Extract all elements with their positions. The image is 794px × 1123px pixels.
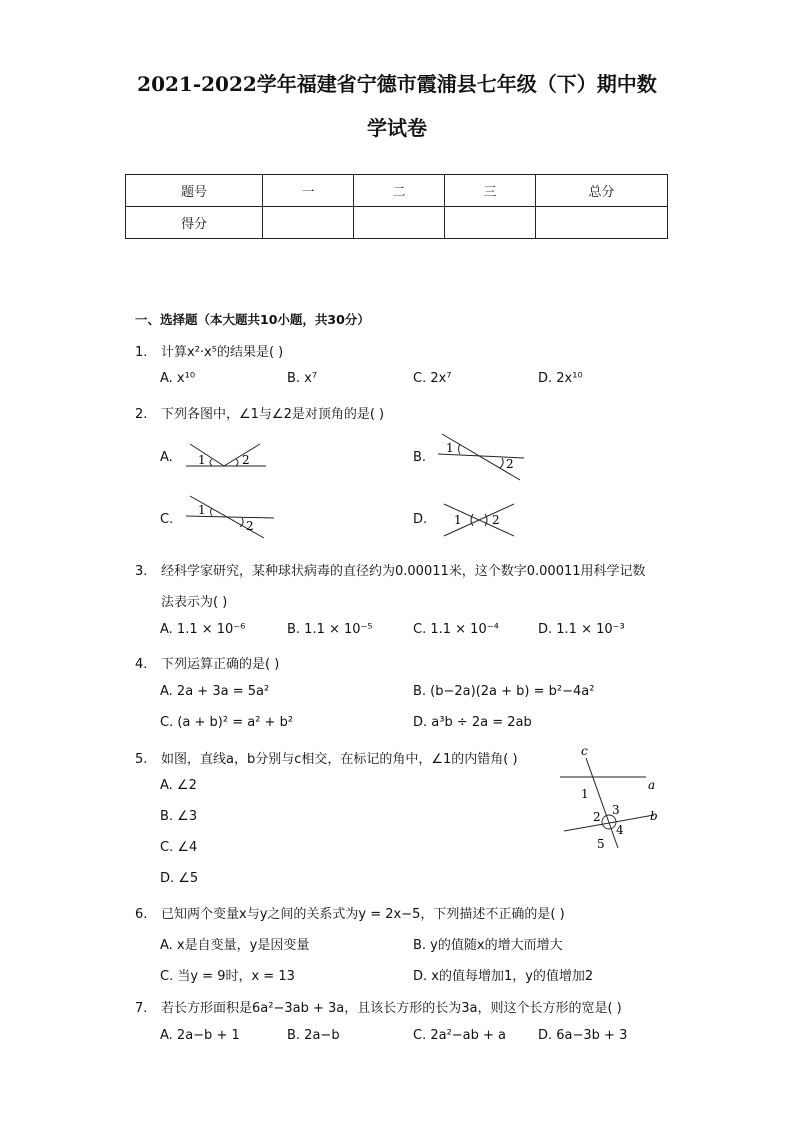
question-stem: 计算x²·x⁵的结果是( ) [161,345,284,360]
q7-option-d[interactable]: D. 6a−3b + 3 [538,1028,628,1043]
q2-option-b[interactable]: B. [413,450,427,465]
q5-option-b[interactable]: B. ∠3 [160,809,198,824]
page-title-line2: 学试卷 [367,116,427,140]
q4-option-a[interactable]: A. 2a + 3a = 5a² [160,684,270,699]
question-stem: 下列运算正确的是( ) [161,657,280,672]
score-table-score-row [126,207,668,239]
angle-label-1: 1 [198,503,206,517]
figure-line [190,444,224,466]
label-a: a [648,778,656,792]
question-3 [135,560,646,579]
question-stem: 若长方形面积是6a²−3ab + 3a，且该长方形的长为3a，则这个长方形的宽是( ) [161,1001,622,1016]
q2-figure-b [436,432,528,484]
q4-option-d[interactable]: D. a³b ÷ 2a = 2ab [413,715,532,730]
q2-option-d[interactable]: D. [413,512,428,527]
q6-option-d[interactable]: D. x的值每增加1，y的值增加2 [413,969,594,984]
q4-option-c[interactable]: C. (a + b)² = a² + b² [160,715,294,730]
score-cell[interactable] [536,207,668,239]
score-row-label: 得分 [126,207,263,239]
q2-option-c[interactable]: C. [160,512,174,527]
question-number: 6. [135,907,148,922]
q2-figure-d [440,500,520,540]
q5-option-a[interactable]: A. ∠2 [160,778,197,793]
score-table [125,174,668,239]
score-cell[interactable] [445,207,536,239]
q5-option-c[interactable]: C. ∠4 [160,840,198,855]
label-b: b [650,809,658,823]
q1-option-a[interactable]: A. x¹⁰ [160,371,196,386]
question-stem: 下列各图中，∠1与∠2是对顶角的是( ) [161,407,385,422]
q7-option-a[interactable]: A. 2a−b + 1 [160,1028,240,1043]
q3-option-c[interactable]: C. 1.1 × 10⁻⁴ [413,622,499,637]
angle-label-2: 2 [506,457,514,471]
angle-label-3: 3 [612,803,620,817]
q7-option-b[interactable]: B. 2a−b [287,1028,340,1043]
score-header-part3: 三 [445,175,536,207]
question-2 [135,403,384,422]
q5-figure [560,744,670,854]
angle-arc [485,514,487,526]
score-header-total: 总分 [536,175,668,207]
angle-label-1: 1 [198,453,206,467]
score-cell[interactable] [263,207,354,239]
question-4 [135,653,279,672]
angle-label-2: 2 [593,810,601,824]
q6-option-b[interactable]: B. y的值随x的增大而增大 [413,938,563,953]
score-cell[interactable] [354,207,445,239]
q2-option-a[interactable]: A. [160,450,173,465]
question-number: 3. [135,564,148,579]
angle-label-5: 5 [597,837,605,851]
q1-option-c[interactable]: C. 2x⁷ [413,371,452,386]
q5-option-d[interactable]: D. ∠5 [160,871,199,886]
q6-option-a[interactable]: A. x是自变量，y是因变量 [160,938,310,953]
q3-option-a[interactable]: A. 1.1 × 10⁻⁶ [160,622,246,637]
q2-figure-a [184,440,274,472]
angle-arc [236,459,238,466]
angle-arc [471,514,473,526]
question-number: 4. [135,657,148,672]
label-c: c [581,744,588,758]
question-3-line2: 法表示为( ) [161,595,228,610]
page-title-line1: 2021-2022学年福建省宁德市霞浦县七年级（下）期中数 [137,72,657,96]
angle-label-1: 1 [446,441,454,455]
score-header-part1: 一 [263,175,354,207]
question-number: 1. [135,345,148,360]
q1-option-d[interactable]: D. 2x¹⁰ [538,371,583,386]
q3-option-b[interactable]: B. 1.1 × 10⁻⁵ [287,622,373,637]
question-number: 5. [135,752,148,767]
question-1 [135,341,283,360]
question-7 [135,997,622,1016]
score-header-item-no: 题号 [126,175,263,207]
q6-option-c[interactable]: C. 当y = 9时，x = 13 [160,969,295,984]
question-5 [135,748,518,767]
q7-option-c[interactable]: C. 2a²−ab + a [413,1028,507,1043]
question-6 [135,903,565,922]
angle-arc [459,444,461,454]
angle-label-2: 2 [492,513,500,527]
q2-figure-c [184,494,276,542]
angle-arc [500,458,503,468]
angle-arc [210,459,212,466]
question-stem: 如图，直线a，b分别与c相交，在标记的角中，∠1的内错角( ) [161,752,518,767]
angle-label-1: 1 [454,513,462,527]
question-number: 7. [135,1001,148,1016]
section-heading: 一、选择题（本大题共10小题，共30分） [135,312,370,327]
q1-option-b[interactable]: B. x⁷ [287,371,318,386]
question-stem-line1: 经科学家研究，某种球状病毒的直径约为0.00011米，这个数字0.00011用科学记数 [161,564,646,579]
angle-label-4: 4 [616,823,624,837]
question-number: 2. [135,407,148,422]
angle-label-1: 1 [581,787,589,801]
question-stem: 已知两个变量x与y之间的关系式为y = 2x−5，下列描述不正确的是( ) [161,907,565,922]
angle-label-2: 2 [242,453,250,467]
angle-arc [211,508,213,516]
score-header-part2: 二 [354,175,445,207]
q4-option-b[interactable]: B. (b−2a)(2a + b) = b²−4a² [413,684,595,699]
score-table-header-row [126,175,668,207]
angle-label-2: 2 [246,519,254,533]
q3-option-d[interactable]: D. 1.1 × 10⁻³ [538,622,625,637]
